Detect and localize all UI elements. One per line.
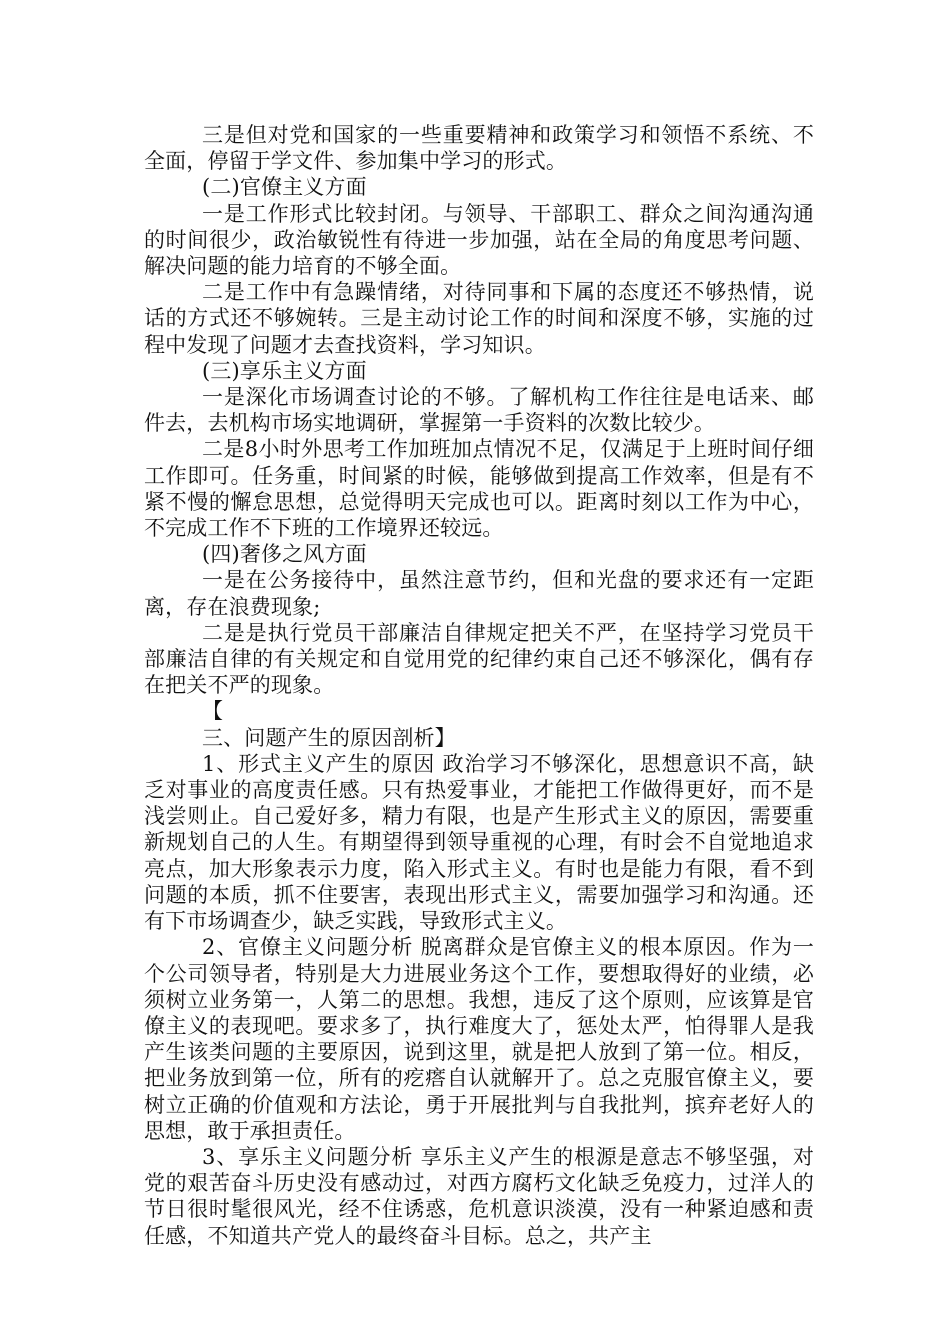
paragraph-hedonism-item-2: 二是8小时外思考工作加班加点情况不足，仅满足于上班时间仔细工作即可。任务重，时间紧的时候，能够做到提高工作效率，但是有不紧不慢的懈怠思想，总觉得明天完成也可以。距离时刻以工作为中心，不完成工作不下班的工作境界还较远。 xyxy=(144,437,814,541)
paragraph-hedonism-item-1: 一是深化市场调查讨论的不够。了解机构工作往往是电话来、邮件去，去机构市场实地调研，掌握第一手资料的次数比较少。 xyxy=(144,385,814,436)
section-heading-cause-analysis: 三、问题产生的原因剖析】 xyxy=(202,725,456,750)
paragraph-cause-bureaucratism: 2、官僚主义问题分析 脱离群众是官僚主义的根本原因。作为一个公司领导者，特别是大力进展业务这个工作，要想取得好的业绩，必须树立业务第一，人第二的思想。我想，违反了这个原则，应该算是官僚主义的表现吧。要求多了，执行难度大了，惩处太严，怕得罪人是我产生该类问题的主要原因，说到这里，就是把人放到了第一位。相反，把业务放到第一位，所有的疙瘩自认就解开了。总之克服官僚主义，要树立正确的价值观和方法论，勇于开展批判与自我批判，摈弃老好人的思想，敢于承担责任。 xyxy=(144,935,814,1143)
section-heading-bureaucratism: (二)官僚主义方面 xyxy=(202,175,367,200)
paragraph-cause-hedonism: 3、享乐主义问题分析 享乐主义产生的根源是意志不够坚强，对党的艰苦奋斗历史没有感动过，对西方腐朽文化缺乏免疫力，过洋人的节日很时髦很风光，经不住诱惑，危机意识淡漠，没有一种紧迫感和责任感，不知道共产党人的最终奋斗目标。总之，共产主 xyxy=(144,1144,814,1248)
section-heading-hedonism: (三)享乐主义方面 xyxy=(202,358,367,383)
document-page xyxy=(144,122,814,1249)
paragraph-bureaucratism-item-2: 二是工作中有急躁情绪，对待同事和下属的态度还不够热情，说话的方式还不够婉转。三是主动讨论工作的时间和深度不够，实施的过程中发现了问题才去查找资料，学习知识。 xyxy=(144,280,814,357)
section-heading-extravagance: (四)奢侈之风方面 xyxy=(202,542,367,567)
paragraph-extravagance-item-1: 一是在公务接待中，虽然注意节约，但和光盘的要求还有一定距离，存在浪费现象; xyxy=(144,568,814,619)
paragraph-bureaucratism-item-1: 一是工作形式比较封闭。与领导、干部职工、群众之间沟通沟通的时间很少，政治敏锐性有待进一步加强，站在全局的角度思考问题、解决问题的能力培育的不够全面。 xyxy=(144,201,814,279)
paragraph-cause-formalism: 1、形式主义产生的原因 政治学习不够深化，思想意识不高，缺乏对事业的高度责任感。只有热爱事业，才能把工作做得更好，而不是浅尝则止。自己爱好多，精力有限，也是产生形式主义的原因，需要重新规划自己的人生。有期望得到领导重视的心理，有时会不自觉地追求亮点，加大形象表示力度，陷入形式主义。有时也是能力有限，看不到问题的本质，抓不住要害，表现出形式主义，需要加强学习和沟通。还有下市场调查少，缺乏实践，导致形式主义。 xyxy=(144,751,814,934)
paragraph-formalism-item-3: 三是但对党和国家的一些重要精神和政策学习和领悟不系统、不全面，停留于学文件、参加集中学习的形式。 xyxy=(144,123,814,174)
paragraph-extravagance-item-2: 二是是执行党员干部廉洁自律规定把关不严，在坚持学习党员干部廉洁自律的有关规定和自觉用党的纪律约束自己还不够深化，偶有存在把关不严的现象。 xyxy=(144,620,814,698)
bracket-open: 【 xyxy=(202,699,224,724)
